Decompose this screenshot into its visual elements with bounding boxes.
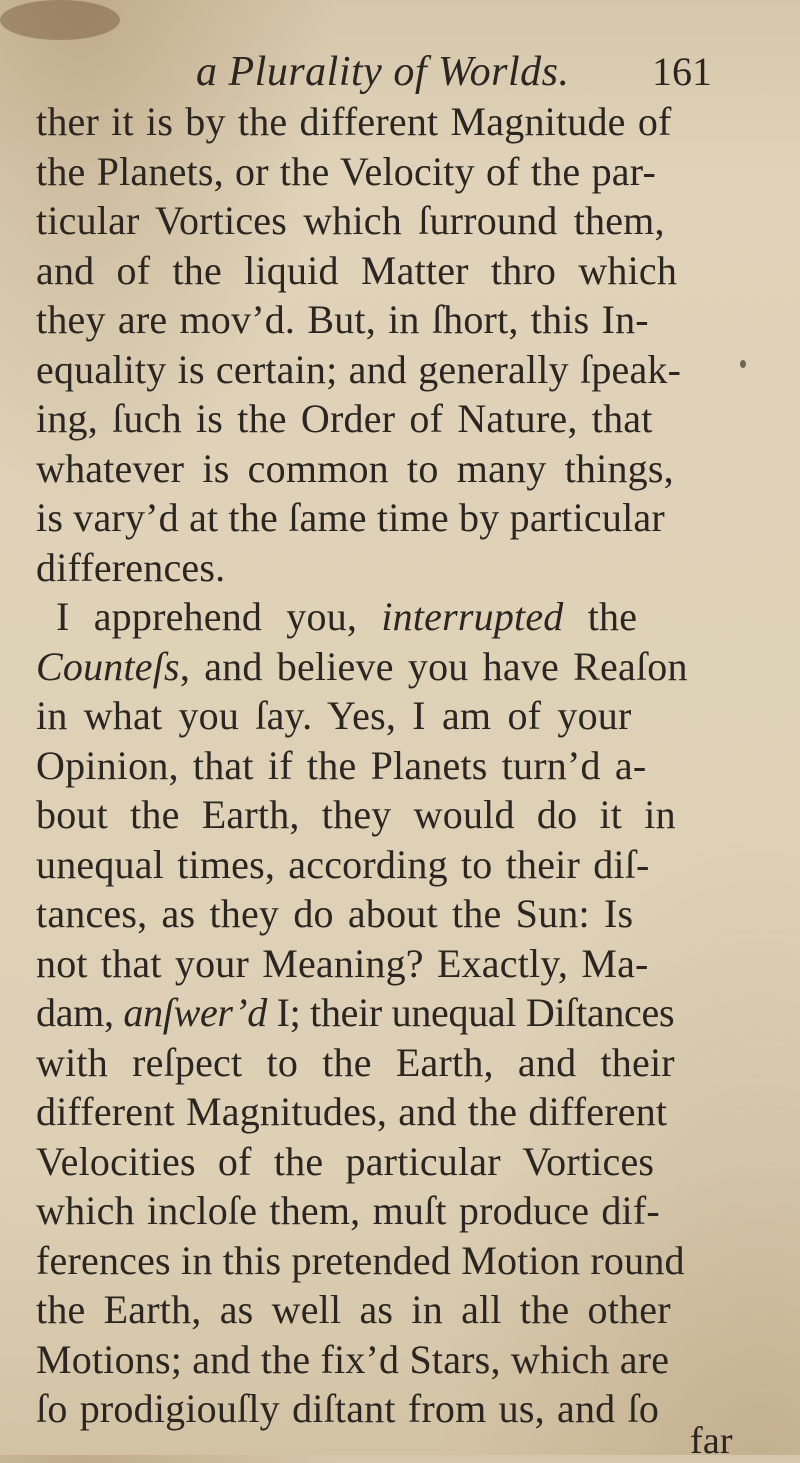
italic-word: interrupted	[381, 594, 564, 639]
text-line: Opinion, that if the Planets turn’d a-	[36, 742, 647, 788]
text-line: Velocities of the particular Vortices	[36, 1138, 655, 1184]
text-line: dam, anſwer’d I; their unequal Diſtances	[36, 990, 675, 1035]
text-line: ſo prodigiouſly diſtant from us, and ſo	[36, 1386, 660, 1431]
catchword: far	[690, 1420, 733, 1462]
text-line: tances, as they do about the Sun: Is	[36, 891, 634, 936]
text-line: Motions; and the fix’d Stars, which are	[36, 1336, 670, 1382]
page-number: 161	[652, 49, 712, 94]
text-line: ther it is by the different Magnitude of	[36, 99, 672, 144]
text-line: is vary’d at the ſame time by particular	[36, 495, 665, 540]
text-line: whatever is common to many things,	[36, 445, 674, 491]
text-line: they are mov’d. But, in ſhort, this In-	[36, 297, 649, 342]
text-line: the Earth, as well as in all the other	[36, 1287, 671, 1332]
text-line: ing, ſuch is the Order of Nature, that	[36, 396, 653, 441]
stain-mark	[740, 360, 746, 368]
text-line: with reſpect to the Earth, and their	[36, 1039, 675, 1085]
italic-word: anſwer’d	[123, 990, 267, 1035]
text-line: Counteſs, and believe you have Reaſon	[36, 643, 688, 689]
text-line: equality is certain; and generally ſpeak-	[36, 346, 682, 392]
text-line: in what you ſay. Yes, I am of your	[36, 693, 632, 738]
text-line: ferences in this pretended Motion round	[36, 1237, 685, 1283]
text-line: differences.	[36, 544, 226, 590]
text-line: not that your Meaning? Exactly, Ma-	[36, 940, 649, 986]
text-line: I apprehend you, interrupted the	[56, 594, 638, 639]
text-line: the Planets, or the Velocity of the par-	[36, 148, 656, 194]
text-line: ticular Vortices which ſurround them,	[36, 198, 665, 243]
text-line: which incloſe them, muſt produce dif-	[36, 1188, 660, 1233]
text-line: and of the liquid Matter thro which	[36, 247, 678, 293]
text-line: bout the Earth, they would do it in	[36, 792, 676, 837]
text-line: different Magnitudes, and the different	[36, 1089, 668, 1134]
running-head: a Plurality of Worlds.	[196, 49, 570, 95]
text-line: unequal times, according to their diſ-	[36, 841, 650, 887]
italic-word: Counteſs	[36, 643, 180, 689]
